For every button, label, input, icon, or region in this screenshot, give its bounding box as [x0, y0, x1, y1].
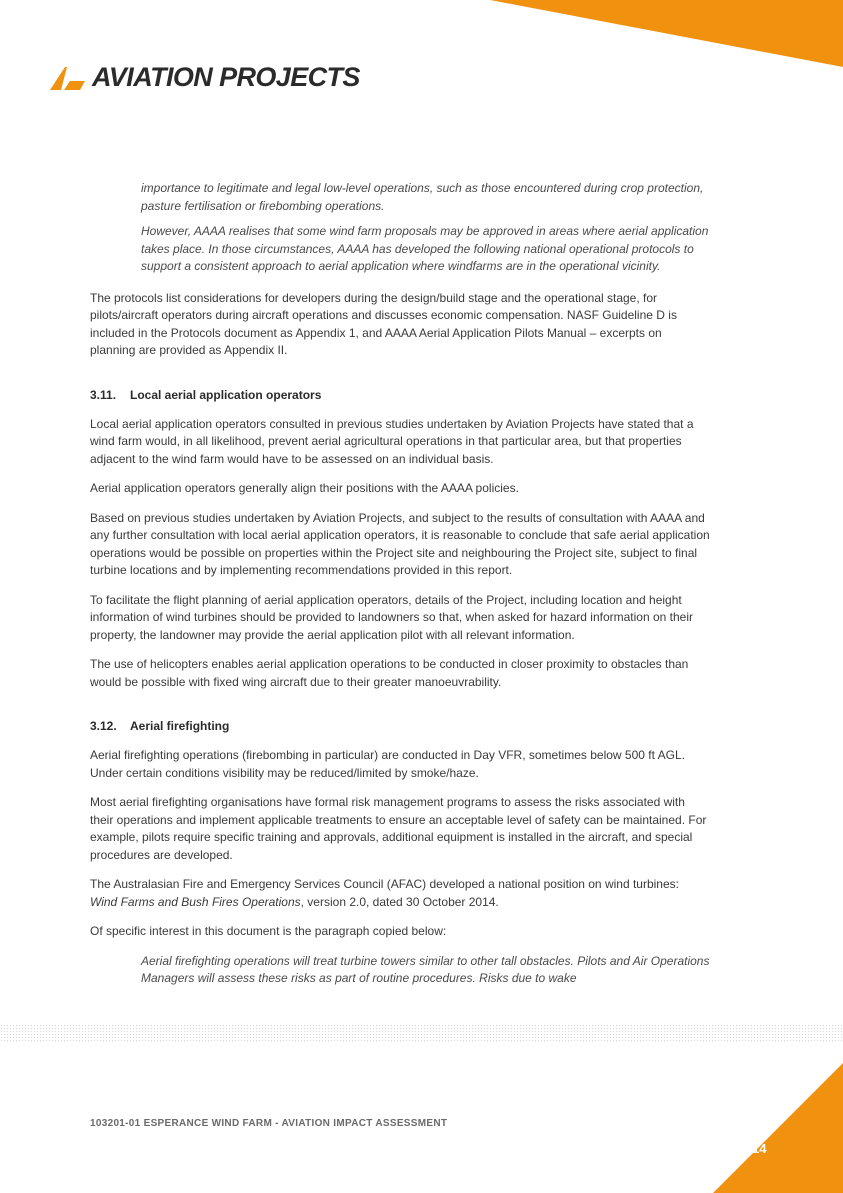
section-title: Local aerial application operators: [130, 387, 322, 402]
paragraph-text: The Australasian Fire and Emergency Services Council (AFAC) developed a national position on wind turbines:: [90, 877, 679, 891]
paragraph-text: , version 2.0, dated 30 October 2014.: [300, 894, 499, 909]
page-number: 14: [752, 1141, 767, 1156]
body-paragraph: Based on previous studies undertaken by Aviation Projects, and subject to the results of consultation with AAAA and any further consultation with local aerial application operators, it is reasonable to conclude that safe aerial application operations would be possible on properties within the Project site and neighbouring the Project site, subject to final turbine locations and by implementing recommendations provided in this report.: [90, 510, 710, 577]
section-number: 3.12.: [90, 719, 117, 733]
dotted-divider: [0, 1024, 843, 1042]
footer-doc-reference: 103201-01 ESPERANCE WIND FARM - AVIATION IMPACT ASSESSMENT: [90, 1118, 448, 1129]
document-title: Wind Farms and Bush Fires Operations: [90, 894, 301, 909]
quote-block: However, AAAA realises that some wind farm proposals may be approved in areas where aerial application takes place. In those circumstances, AAAA has developed the following national operational protocols to support a consistent approach to aerial application where windfarms are in the operational vicinity.: [141, 224, 709, 273]
section-number: 3.11.: [90, 387, 117, 402]
body-paragraph: Aerial application operators generally align their positions with the AAAA policies.: [90, 481, 519, 495]
body-paragraph: The use of helicopters enables aerial application operations to be conducted in closer proximity to obstacles than would be possible with fixed wing aircraft due to their greater manoeuvrability.: [90, 657, 689, 689]
section-heading: [90, 388, 710, 402]
body-paragraph: Of specific interest in this document is the paragraph copied below:: [90, 924, 447, 938]
body-paragraph: Most aerial firefighting organisations have formal risk management programs to assess the risks associated with their operations and implement applicable treatments to ensure an acceptable level of safety can be maintained. For example, pilots require specific training and approvals, additional equipment is installed in the aircraft, and special procedures are developed.: [90, 795, 707, 862]
logo-text: AVIATION PROJECTS: [92, 62, 360, 92]
logo-mark-icon: [50, 65, 86, 91]
quote-block: importance to legitimate and legal low-level operations, such as those encountered during crop protection, pasture fertilisation or firebombing operations.: [141, 181, 704, 213]
body-paragraph: [90, 876, 710, 911]
quote-block: Aerial firefighting operations will treat turbine towers similar to other tall obstacles. Pilots and Air Operations Managers will assess these risks as part of routine procedures. Risks due to wake: [141, 953, 710, 985]
section-heading: [90, 719, 710, 733]
page-body: [90, 180, 710, 1002]
body-paragraph: The protocols list considerations for developers during the design/build stage and the operational stage, for pilots/aircraft operators during aircraft operations and discusses economic compensation. NASF Guideline D is included in the Protocols document as Appendix 1, and AAAA Aerial Application Pilots Manual – excerpts on planning are provided as Appendix II.: [90, 290, 677, 357]
company-logo: [50, 64, 360, 91]
footer-accent-triangle: [683, 1063, 843, 1193]
body-paragraph: Aerial firefighting operations (firebombing in particular) are conducted in Day VFR, sometimes below 500 ft AGL. Under certain conditions visibility may be reduced/limited by smoke/haze.: [90, 748, 685, 780]
section-title: Aerial firefighting: [130, 719, 230, 733]
body-paragraph: To facilitate the flight planning of aerial application operators, details of the Project, including location and height information of wind turbines should be provided to landowners so that, when asked for hazard information on their property, the landowner may provide the aerial application pilot with all relevant information.: [90, 592, 694, 642]
body-paragraph: Local aerial application operators consulted in previous studies undertaken by Aviation Projects have stated that a wind farm would, in all likelihood, prevent aerial agricultural operations in that particular area, but that properties adjacent to the wind farm would have to be assessed on an individual basis.: [90, 416, 694, 466]
